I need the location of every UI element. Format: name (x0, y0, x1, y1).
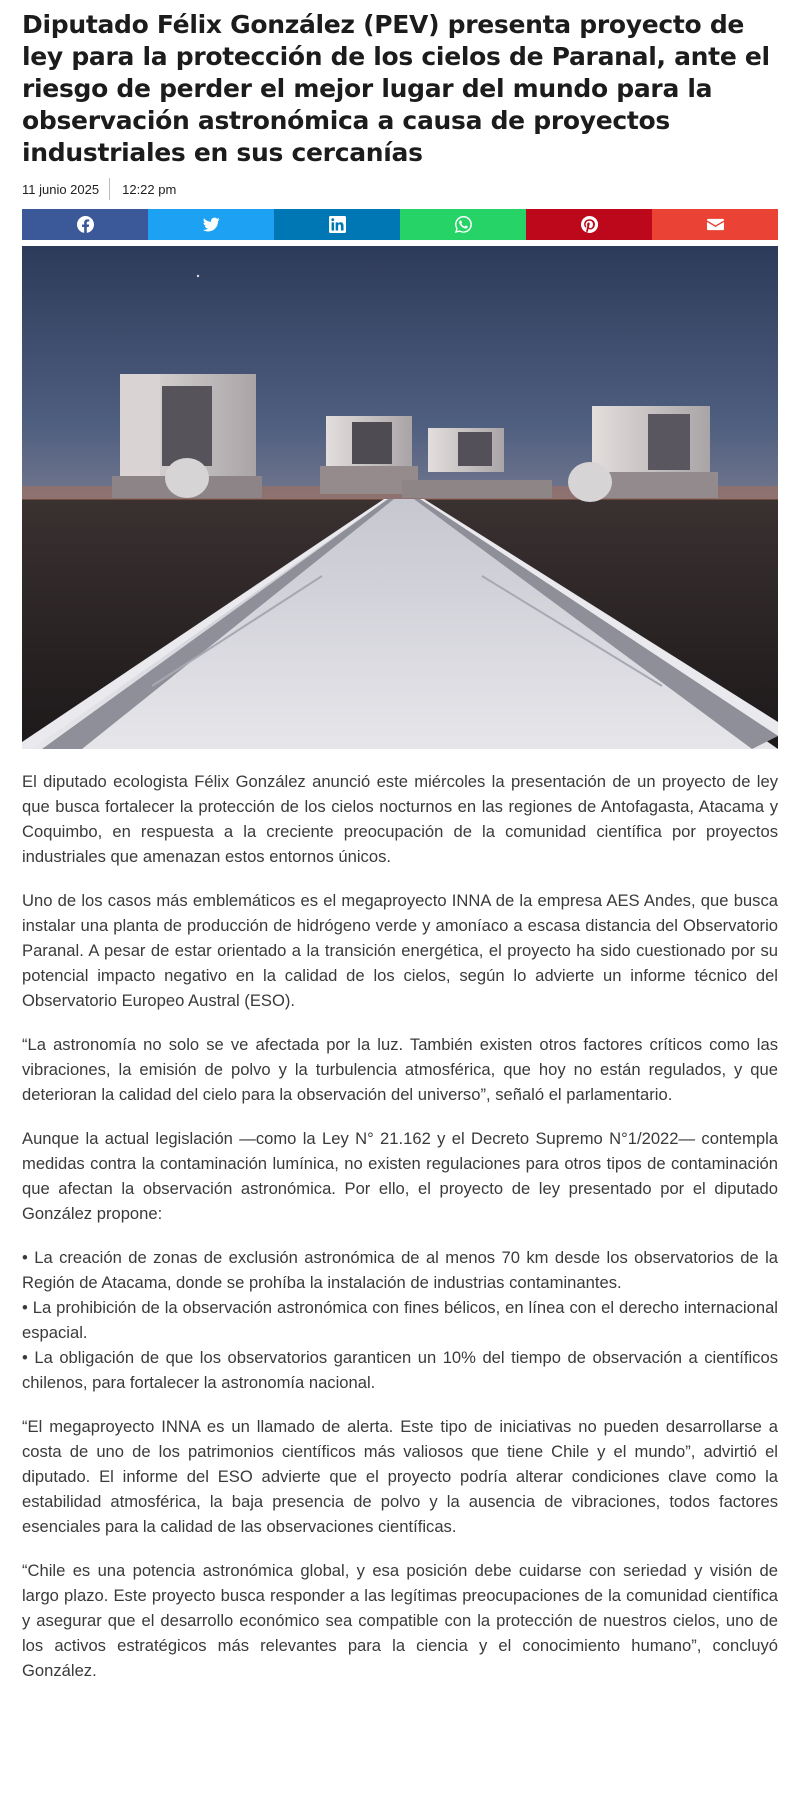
list-item: • La obligación de que los observatorios garanticen un 10% del tiempo de observación a científicos chilenos, para fortalecer la astronomía nacional. (22, 1348, 778, 1392)
paragraph: “El megaproyecto INNA es un llamado de alerta. Este tipo de iniciativas no pueden desarrollarse a costa de uno de los patrimonios científicos más valiosos que tiene Chile y el mundo”, advirtió el diputado. El informe del ESO advierte que el proyecto podría alterar condiciones clave como la estabilidad atmosférica, la baja presencia de polvo y la ausencia de vibraciones, todos factores esenciales para la calidad de las observaciones científicas. (22, 1417, 778, 1536)
whatsapp-icon (455, 216, 472, 233)
share-twitter-button[interactable] (148, 209, 274, 240)
list-item: • La prohibición de la observación astronómica con fines bélicos, en línea con el derecho internacional espacial. (22, 1298, 778, 1342)
paragraph: Aunque la actual legislación —como la Ley N° 21.162 y el Decreto Supremo N°1/2022— contempla medidas contra la contaminación lumínica, no existen regulaciones para otros tipos de contaminación que afectan la observación astronómica. Por ello, el proyecto de ley presentado por el diputado González propone: (22, 1129, 778, 1223)
share-pinterest-button[interactable] (526, 209, 652, 240)
linkedin-icon (329, 216, 346, 233)
share-whatsapp-button[interactable] (400, 209, 526, 240)
paragraph: El diputado ecologista Félix González anunció este miércoles la presentación de un proyecto de ley que busca fortalecer la protección de los cielos nocturnos en las regiones de Antofagasta, Atacama y Coquimbo, en respuesta a la creciente preocupación de la comunidad científica por proyectos industriales que amenazan estos entornos únicos. (22, 772, 778, 866)
paragraph: “Chile es una potencia astronómica global, y esa posición debe cuidarse con seriedad y visión de largo plazo. Este proyecto busca responder a las legítimas preocupaciones de la comunidad científica y asegurar que el desarrollo económico sea compatible con la protección de nuestros cielos, uno de los activos estratégicos más relevantes para la ciencia y el conocimiento humano”, concluyó González. (22, 1561, 778, 1680)
proposal-list (22, 1245, 778, 1395)
meta-divider (109, 178, 110, 200)
article-title: Diputado Félix González (PEV) presenta proyecto de ley para la protección de los cielos de Paranal, ante el riesgo de perder el mejor lugar del mundo para la observación astronómica a causa de proyectos industriales en sus cercanías (22, 10, 770, 167)
email-icon (707, 216, 724, 233)
share-linkedin-button[interactable] (274, 209, 400, 240)
share-bar (22, 209, 778, 240)
article-body (22, 769, 778, 1683)
observatory-photo (22, 246, 778, 749)
publish-date: 11 junio 2025 (22, 181, 100, 197)
twitter-icon (203, 216, 220, 233)
share-email-button[interactable] (652, 209, 778, 240)
list-item: • La creación de zonas de exclusión astronómica de al menos 70 km desde los observatorios de la Región de Atacama, donde se prohíba la instalación de industrias contaminantes. (22, 1248, 778, 1292)
paragraph: “La astronomía no solo se ve afectada por la luz. También existen otros factores críticos como las vibraciones, la emisión de polvo y la turbulencia atmosférica, que hoy no están regulados, y que deterioran la calidad del cielo para la observación del universo”, señaló el parlamentario. (22, 1035, 778, 1104)
article (22, 0, 778, 1702)
publish-time: 12:22 pm (122, 181, 177, 197)
pinterest-icon (581, 216, 598, 233)
article-meta (22, 177, 778, 201)
share-facebook-button[interactable] (22, 209, 148, 240)
article-photo (22, 246, 778, 749)
paragraph: Uno de los casos más emblemáticos es el megaproyecto INNA de la empresa AES Andes, que busca instalar una planta de producción de hidrógeno verde y amoníaco a escasa distancia del Observatorio Paranal. A pesar de estar orientado a la transición energética, el proyecto ha sido cuestionado por su potencial impacto negativo en la calidad de los cielos, según lo advierte un informe técnico del Observatorio Europeo Austral (ESO). (22, 891, 778, 1010)
facebook-icon (77, 216, 94, 233)
